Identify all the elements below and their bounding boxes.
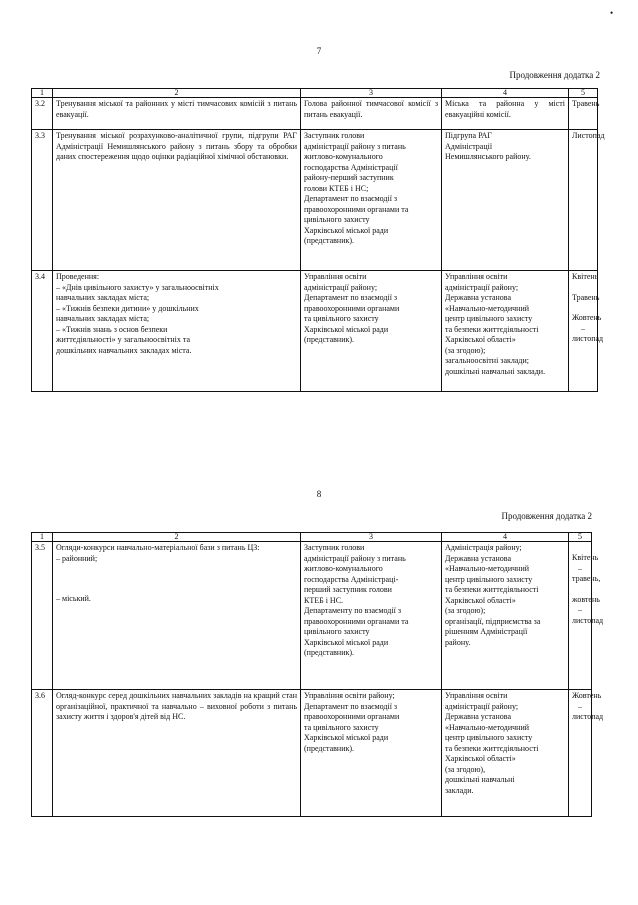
table-header-row	[32, 89, 598, 98]
measure-cell	[53, 271, 301, 392]
cell-line: Харківської міської ради	[304, 733, 389, 742]
term-cell	[569, 130, 605, 271]
blank-line	[56, 584, 297, 594]
column-number-cell: 2	[53, 533, 301, 542]
cell-line: Міська та районна у місті евакуаційні комісії.	[445, 99, 565, 119]
cell-line: рішенням Адміністрації	[445, 627, 528, 636]
term-cell	[569, 98, 598, 130]
column-number-cell: 1	[32, 89, 53, 98]
term-cell	[569, 271, 604, 392]
blank-line	[56, 564, 297, 574]
participants-cell	[442, 130, 569, 271]
cell-line: (представник).	[304, 743, 355, 753]
column-number-cell: 3	[301, 533, 442, 542]
blank-line	[572, 283, 594, 293]
cell-line: господарства Адміністраці-	[304, 574, 399, 584]
cell-line: Департамент по взаємодії з	[304, 194, 398, 203]
row-number: 3.5	[32, 542, 53, 690]
cell-line: – «Днів цивільного захисту» у загальноосвітніх	[56, 282, 219, 292]
blank-line	[56, 574, 297, 584]
cell-line: Управління освіти району;	[304, 691, 395, 700]
cell-line: району-перший заступник	[304, 173, 394, 182]
cell-line: центр цивільного захисту	[445, 733, 533, 742]
executor-cell	[301, 690, 442, 817]
cell-line: листопад	[572, 712, 604, 721]
cell-line: Державна установа	[445, 712, 511, 721]
cell-line: Травень	[572, 292, 600, 302]
cell-line: Державна установа	[445, 553, 511, 563]
cell-line: Заступник голови	[304, 131, 365, 140]
cell-line: Тренування міської розрахунково-аналітичної групи, підгрупи РАГ Адміністрації Немишлянського району з питань збору та обробки даних спостереження щодо оцінки радіаційної хімічної обстановки.	[56, 131, 297, 161]
cell-line: Департаменту по взаємодії з	[304, 606, 401, 615]
cell-line: Управління освіти	[445, 272, 508, 281]
column-number-cell: 4	[442, 89, 569, 98]
page-number: 8	[316, 489, 322, 499]
participants-cell	[442, 98, 569, 130]
cell-line: правоохоронними органами	[304, 712, 400, 721]
cell-line: дошкільні навчальні заклади.	[445, 366, 546, 376]
column-number-cell: 2	[53, 89, 301, 98]
cell-line: організації, підприємства за	[445, 616, 541, 626]
appendix-heading: Продовження додатка 2	[501, 511, 592, 521]
term-cell	[569, 690, 604, 817]
cell-line: – «Тижнів безпеки дитини» у дошкільних	[56, 303, 199, 313]
executor-cell	[301, 271, 442, 392]
table-row	[32, 542, 592, 690]
cell-line: правоохоронними органами та	[304, 204, 409, 214]
cell-line: району.	[445, 637, 471, 647]
measure-cell	[53, 98, 301, 130]
plan-table	[31, 88, 605, 392]
cell-line: та безпеки життєдіяльності	[445, 585, 539, 594]
executor-cell	[301, 542, 442, 690]
cell-line: цивільного захисту	[304, 215, 370, 224]
row-number: 3.6	[32, 690, 53, 817]
blank-line	[572, 585, 588, 595]
column-number-cell: 5	[569, 89, 598, 98]
cell-line: Державна установа	[445, 293, 511, 302]
table-row	[32, 690, 592, 817]
column-number-cell: 5	[569, 533, 592, 542]
executor-cell	[301, 98, 442, 130]
cell-line: Харківської міської ради	[304, 324, 389, 334]
column-number-cell: 3	[301, 89, 442, 98]
cell-line: Квітень –	[572, 553, 599, 573]
cell-line: загальноосвітні заклади;	[445, 356, 529, 365]
executor-cell	[301, 130, 442, 271]
measure-cell	[53, 130, 301, 271]
cell-line: Заступник голови	[304, 543, 365, 552]
cell-line: Огляд-конкурс серед дошкільних навчальних закладів на кращий стан організаційної, практичної та навчально – виховної роботи з питань захисту життя і здоров'я дітей від НС.	[56, 691, 297, 721]
cell-line: (за згодою);	[445, 606, 486, 615]
cell-line: Голова районної тимчасової комісії з питань евакуації.	[304, 99, 438, 119]
participants-cell	[442, 271, 569, 392]
blank-line	[572, 303, 594, 313]
cell-line: Департамент по взаємодії з	[304, 701, 398, 711]
scan-mark: •	[610, 8, 614, 18]
cell-line: дошкільних навчальних закладах міста.	[56, 345, 192, 355]
cell-line: Травень	[572, 99, 600, 108]
blank-line	[572, 543, 588, 553]
cell-line: Управління освіти	[445, 691, 508, 700]
cell-line: – районний;	[56, 553, 98, 563]
cell-line: заклади.	[445, 785, 474, 795]
cell-line: – «Тижнів знань з основ безпеки	[56, 324, 168, 334]
cell-line: правоохоронними органами	[304, 303, 400, 313]
cell-line: господарства Адміністрації	[304, 162, 398, 172]
cell-line: адміністрації району;	[445, 701, 519, 711]
measure-cell	[53, 690, 301, 817]
cell-line: центр цивільного захисту	[445, 574, 533, 584]
cell-line: голови КТЕБ і НС;	[304, 183, 369, 193]
cell-line: Огляди-конкурси навчально-матеріальної бази з питань ЦЗ:	[56, 543, 260, 552]
cell-line: та безпеки життєдіяльності	[445, 324, 539, 334]
cell-line: навчальних закладах міста;	[56, 314, 150, 323]
table-header-row	[32, 533, 592, 542]
cell-line: – міський.	[56, 594, 91, 603]
cell-line: та цивільного захисту	[304, 314, 379, 323]
cell-line: Харківської області»	[445, 595, 516, 605]
cell-line: листопад	[572, 334, 604, 343]
table-row	[32, 271, 598, 392]
cell-line: правоохоронними органами та	[304, 616, 409, 626]
cell-line: дошкільні навчальні	[445, 775, 515, 784]
cell-line: Немишлянського району.	[445, 152, 531, 161]
cell-line: «Навчально-методичний	[445, 722, 530, 732]
cell-line: перший заступник голови	[304, 585, 392, 594]
participants-cell	[442, 542, 569, 690]
cell-line: жовтень –	[572, 594, 600, 614]
table-row	[32, 98, 598, 130]
row-number: 3.2	[32, 98, 53, 130]
cell-line: Адміністрації	[445, 141, 493, 151]
row-number: 3.4	[32, 271, 53, 392]
cell-line: листопад	[572, 615, 604, 625]
cell-line: Жовтень –	[572, 691, 602, 711]
cell-line: «Навчально-методичний	[445, 303, 530, 313]
cell-line: «Навчально-методичний	[445, 564, 530, 573]
cell-line: Харківської міської ради	[304, 225, 389, 235]
cell-line: Квітень	[572, 272, 599, 281]
cell-line: (за згодою);	[445, 345, 486, 355]
cell-line: КТЕБ і НС.	[304, 595, 344, 605]
column-number-cell: 4	[442, 533, 569, 542]
cell-line: Тренування міської та районних у місті тимчасових комісій з питань евакуації.	[56, 99, 297, 119]
cell-line: адміністрації району;	[304, 282, 378, 292]
cell-line: Департамент по взаємодії з	[304, 293, 398, 302]
cell-line: центр цивільного захисту	[445, 314, 533, 323]
column-number-cell: 1	[32, 533, 53, 542]
cell-line: житлово-комунального	[304, 564, 383, 573]
cell-line: Жовтень –	[572, 313, 602, 333]
cell-line: цивільного захисту	[304, 627, 370, 636]
appendix-heading: Продовження додатка 2	[509, 70, 600, 80]
cell-line: (представник).	[304, 236, 355, 245]
cell-line: (представник).	[304, 335, 355, 344]
cell-line: Харківської міської ради	[304, 637, 389, 647]
row-number: 3.3	[32, 130, 53, 271]
cell-line: життєдіяльності» у загальноосвітніх та	[56, 335, 191, 344]
cell-line: Листопад	[572, 131, 605, 140]
cell-line: Адміністрація району;	[445, 543, 522, 552]
cell-line: адміністрації району з питань	[304, 553, 406, 563]
cell-line: адміністрації району з питань	[304, 141, 406, 151]
participants-cell	[442, 690, 569, 817]
cell-line: навчальних закладах міста;	[56, 293, 150, 302]
page-number: 7	[316, 46, 322, 56]
cell-line: Управління освіти	[304, 272, 367, 281]
cell-line: та безпеки життєдіяльності	[445, 743, 539, 753]
cell-line: (представник).	[304, 648, 355, 657]
cell-line: травень,	[572, 574, 601, 583]
measure-cell	[53, 542, 301, 690]
term-cell	[569, 542, 604, 690]
plan-table	[31, 532, 604, 817]
cell-line: адміністрації району;	[445, 282, 519, 292]
cell-line: (за згодою),	[445, 764, 486, 774]
cell-line: Харківської області»	[445, 335, 516, 344]
cell-line: житлово-комунального	[304, 152, 383, 161]
cell-line: Проведення:	[56, 272, 100, 281]
table-row	[32, 130, 598, 271]
cell-line: та цивільного захисту	[304, 722, 379, 732]
cell-line: Харківської області»	[445, 754, 516, 763]
cell-line: Підгрупа РАГ	[445, 131, 492, 140]
